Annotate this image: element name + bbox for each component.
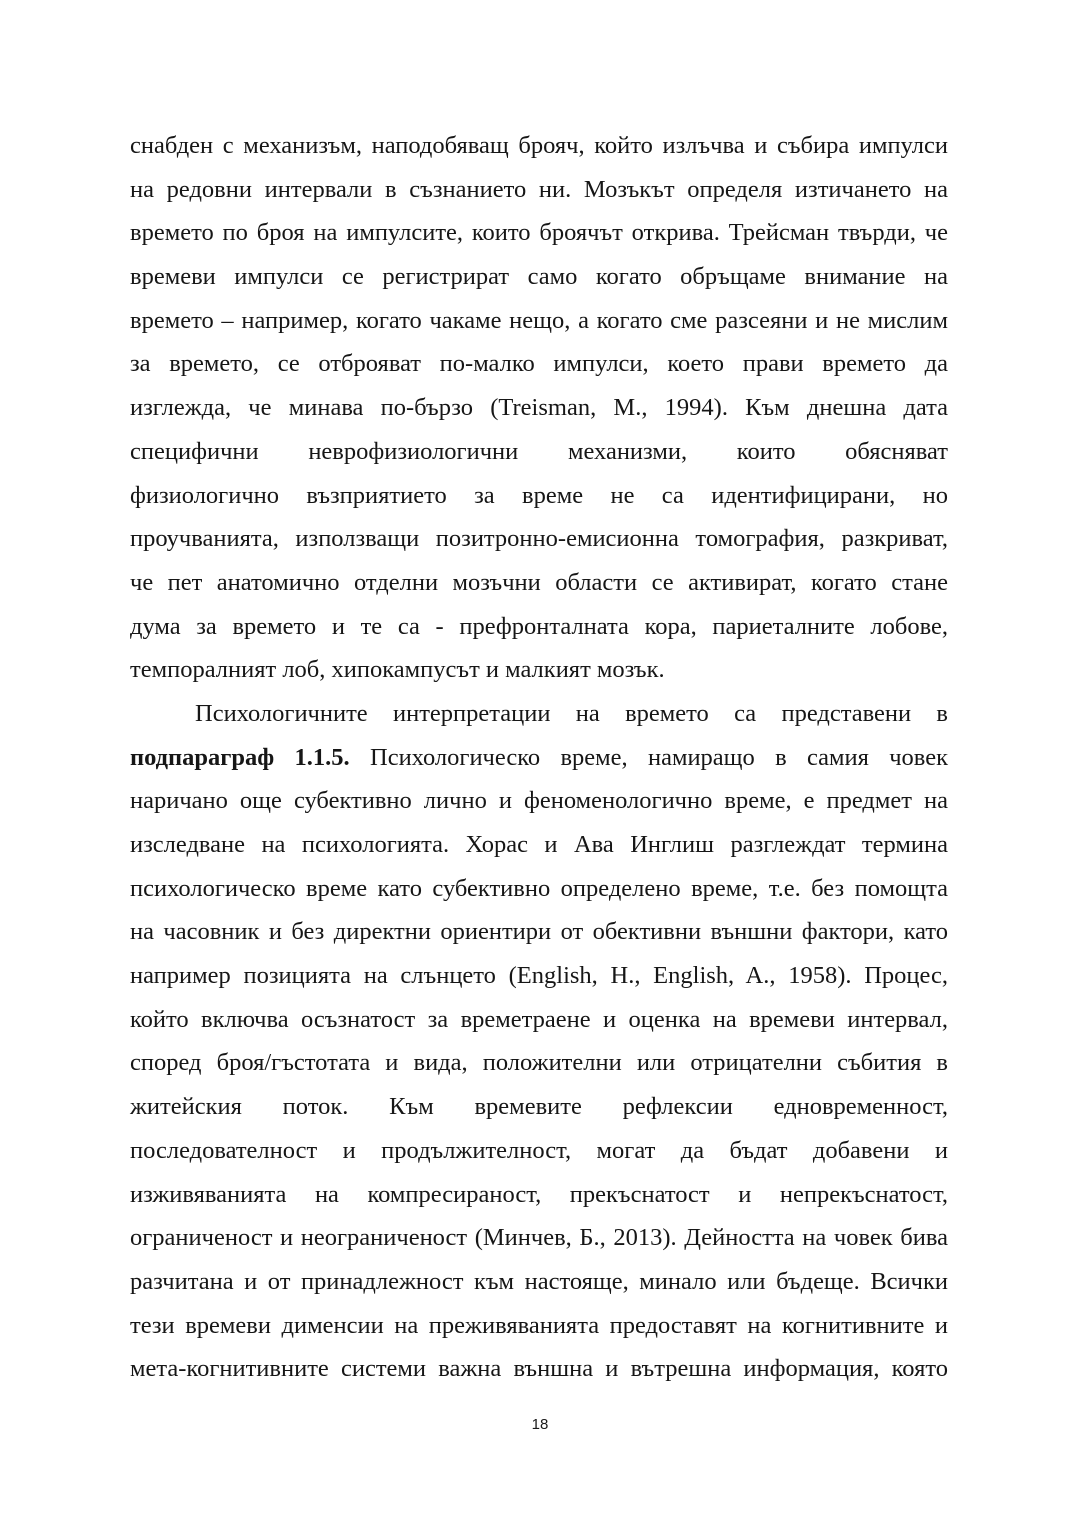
text-line: изследване на психологията. Хорас и Ава Инглиш разглеждат термина <box>130 831 948 858</box>
paragraph-2 <box>130 692 948 1391</box>
text-line: последователност и продължителност, могат да бъдат добавени и <box>130 1136 948 1164</box>
text-line: тези времеви дименсии на преживяванията предоставят на когнитивните и <box>130 1311 948 1339</box>
text-line: ограниченост и неограниченост (Минчев, Б., 2013). Дейността на човек бива <box>130 1224 948 1252</box>
text-line: проучванията, използващи позитронно-емисионна томография, разкриват, <box>130 525 948 553</box>
text-line: времеви импулси се регистрират само когато обръщаме внимание на <box>130 263 948 291</box>
text-line: например позицията на слънцето (English, H., English, A., 1958). Процес, <box>130 962 948 990</box>
text-line: психологическо време като субективно определено време, т.е. без помощта <box>130 874 948 902</box>
text-line: според броя/гъстотата и вида, положителни или отрицателни събития в <box>130 1049 948 1077</box>
text-line: Психологичните интерпретации на времето са представени в <box>195 699 948 727</box>
text-line: времето – например, когато чакаме нещо, а когато сме разсеяни и не мислим <box>130 306 948 334</box>
text-line: за времето, се отброяват по-малко импулси, което прави времето да <box>130 350 948 378</box>
text-line: дума за времето и те са - префронталната кора, париеталните лобове, <box>130 612 948 640</box>
text-line: на редовни интервали в съзнанието ни. Мозъкът определя изтичането на <box>130 175 948 203</box>
text-line: физиологично възприятието за време не са идентифицирани, но <box>130 481 948 509</box>
text-line: снабден с механизъм, наподобяващ брояч, който излъчва и събира импулси <box>130 132 948 159</box>
paragraph-1 <box>130 124 948 692</box>
text-line <box>130 736 948 780</box>
subsection-reference: подпараграф 1.1.5. <box>130 743 350 771</box>
text-line: наричано още субективно лично и феноменологично време, е предмет на <box>130 787 948 815</box>
text-line: специфични неврофизиологични механизми, които обясняват <box>130 437 948 465</box>
text-line: времето по броя на импулсите, които броячът открива. Трейсман твърди, че <box>130 219 948 247</box>
text-line: че пет анатомично отделни мозъчни области се активират, когато стане <box>130 568 948 596</box>
page-number: 18 <box>531 1416 549 1433</box>
body-text <box>130 124 948 1391</box>
text-line: на часовник и без директни ориентири от обективни външни фактори, като <box>130 918 948 946</box>
text-line: разчитана и от принадлежност към настояще, минало или бъдеще. Всички <box>130 1267 948 1295</box>
text-line: темпоралният лоб, хипокампусът и малкият мозък. <box>130 656 665 684</box>
text-run: Психологическо време, намиращо в самия човек <box>349 743 948 771</box>
text-line: мета-когнитивните системи важна външна и вътрешна информация, която <box>130 1355 948 1383</box>
text-line: житейския поток. Към времевите рефлексии едновременност, <box>130 1093 948 1121</box>
text-line: който включва осъзнатост за времетраене и оценка на времеви интервал, <box>130 1005 948 1033</box>
text-line: изживяванията на компресираност, прекъснатост и непрекъснатост, <box>130 1180 948 1208</box>
text-line: изглежда, че минава по-бързо (Treisman, M., 1994). Към днешна дата <box>130 394 948 422</box>
